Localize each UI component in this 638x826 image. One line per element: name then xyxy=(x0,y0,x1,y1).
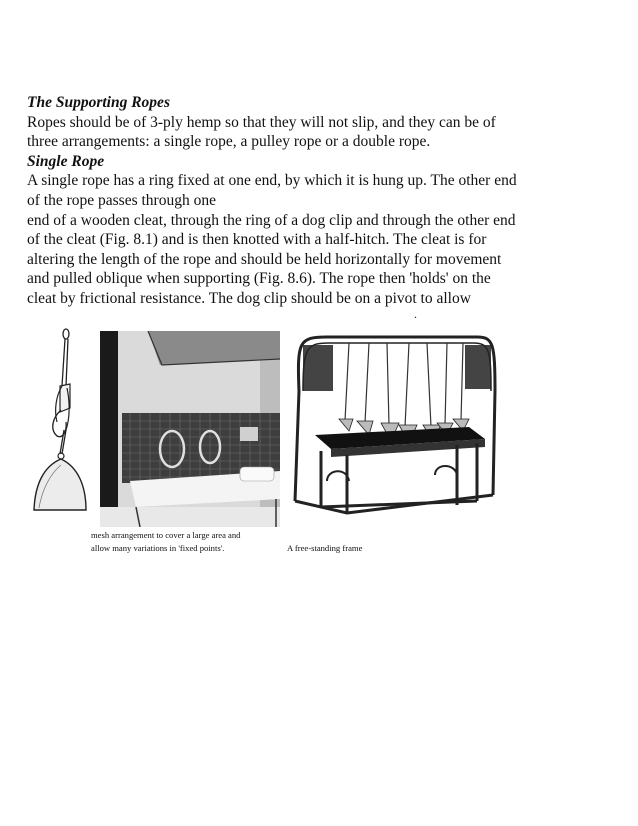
body-line-6: and pulled oblique when supporting (Fig. 8.6). The rope then 'holds' on the xyxy=(27,270,491,288)
section-heading: The Supporting Ropes xyxy=(27,94,170,111)
body-line-5: altering the length of the rope and should be held horizontally for movement xyxy=(27,250,502,268)
stray-mark: . xyxy=(414,307,417,321)
caption-mesh-arrangement xyxy=(91,529,240,555)
body-line-7: cleat by frictional resistance. The dog clip should be on a pivot to allow xyxy=(27,289,471,307)
rope-sling-illustration xyxy=(30,326,88,516)
mesh-arrangement-photo xyxy=(100,331,280,527)
free-standing-frame-illustration xyxy=(287,331,500,529)
body-line-2: of the rope passes through one xyxy=(27,191,216,209)
caption-mesh-line-1: mesh arrangement to cover a large area and xyxy=(91,530,241,540)
intro-line-1: Ropes should be of 3-ply hemp so that they will not slip, and they can be of xyxy=(27,113,496,131)
intro-line-2: three arrangements: a single rope, a pulley rope or a double rope. xyxy=(27,133,431,151)
body-line-4: of the cleat (Fig. 8.1) and is then knotted with a half-hitch. The cleat is for xyxy=(27,231,487,249)
subheading: Single Rope xyxy=(27,152,105,170)
body-line-3: end of a wooden cleat, through the ring of a dog clip and through the other end xyxy=(27,211,516,229)
body-line-1: A single rope has a ring fixed at one end, by which it is hung up. The other end xyxy=(27,172,517,190)
text-block xyxy=(27,93,617,309)
caption-free-standing-frame: A free-standing frame xyxy=(287,543,363,553)
caption-mesh-line-2: allow many variations in 'fixed points'. xyxy=(91,543,225,553)
